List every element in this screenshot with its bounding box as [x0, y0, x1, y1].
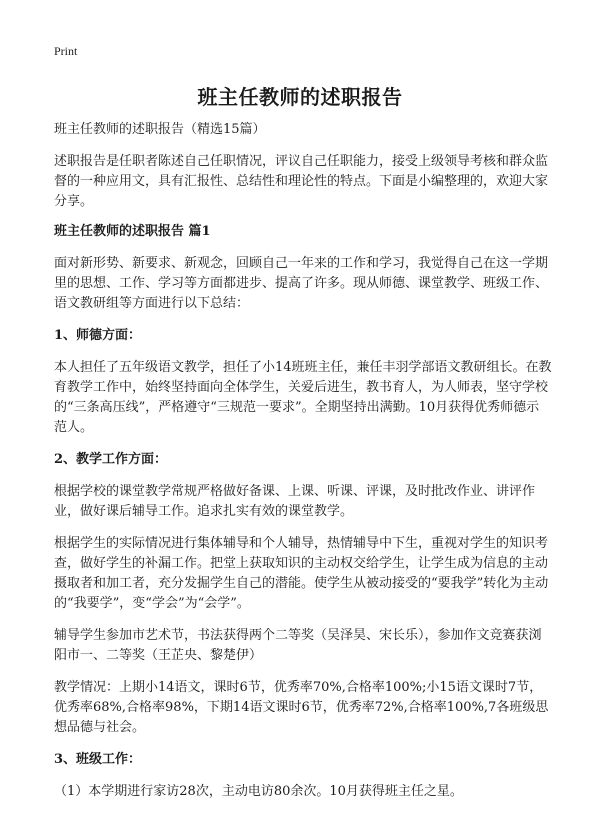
page-title: 班主任教师的述职报告: [197, 85, 403, 109]
print-link[interactable]: Print: [54, 44, 78, 58]
teaching-paragraph-4: 教学情况：上期小14语文，课时6节，优秀率70%,合格率100%;小15语文课时7节，优秀率68%,合格率98%，下期14语文课时6节，优秀率72%,合格率100%,7各班级思想品德与社会。: [54, 680, 549, 735]
section-heading-teaching: 2、教学工作方面：: [54, 452, 168, 467]
article-heading: 班主任教师的述职报告 篇1: [54, 224, 211, 239]
ethics-paragraph: 本人担任了五年级语文教学，担任了小14班班主任，兼任丰羽学部语文教研组长。在教育教学工作中，始终坚持面向全体学生，关爱后进生，教书育人，为人师表，坚守学校的“三条高压线”，严格遵守“三规范一要求”。全期坚持出满勤。10月获得优秀师德示范人。: [54, 360, 552, 435]
section-heading-ethics: 1、师德方面：: [54, 328, 142, 343]
teaching-paragraph-2: 根据学生的实际情况进行集体辅导和个人辅导，热情辅导中下生，重视对学生的知识考查，做好学生的补漏工作。把堂上获取知识的主动权交给学生，让学生成为信息的主动摄取者和加工者，充分发掘学生自己的潜能。使学生从被动接受的“要我学”转化为主动的“我要学”，变“学会”为“会学”。: [54, 536, 549, 611]
document-body: [54, 120, 552, 814]
class-item-1: （1）本学期进行家访28次，主动电访80余次。10月获得班主任之星。: [54, 784, 463, 799]
opening-paragraph: 面对新形势、新要求、新观念，回顾自己一年来的工作和学习，我觉得自己在这一学期里的思想、工作、学习等方面都进步、提高了许多。现从师德、课堂教学、班级工作、语文教研组等方面进行以下总结：: [54, 256, 549, 311]
section-heading-class: 3、班级工作：: [54, 752, 142, 767]
teaching-paragraph-1: 根据学校的课堂教学常规严格做好备课、上课、听课、评课，及时批改作业、讲评作业，做好课后辅导工作。追求扎实有效的课堂教学。: [54, 484, 536, 519]
document-subtitle: 班主任教师的述职报告（精选15篇）: [54, 122, 266, 137]
intro-paragraph: 述职报告是任职者陈述自己任职情况，评议自己任职能力，接受上级领导考核和群众监督的一种应用文，具有汇报性、总结性和理论性的特点。下面是小编整理的，欢迎大家分享。: [54, 154, 549, 209]
teaching-paragraph-3: 辅导学生参加市艺术节，书法获得两个二等奖（吴泽昊、宋长乐），参加作文竞赛获浏阳市一、二等奖（王芷央、黎楚伊）: [54, 628, 542, 663]
